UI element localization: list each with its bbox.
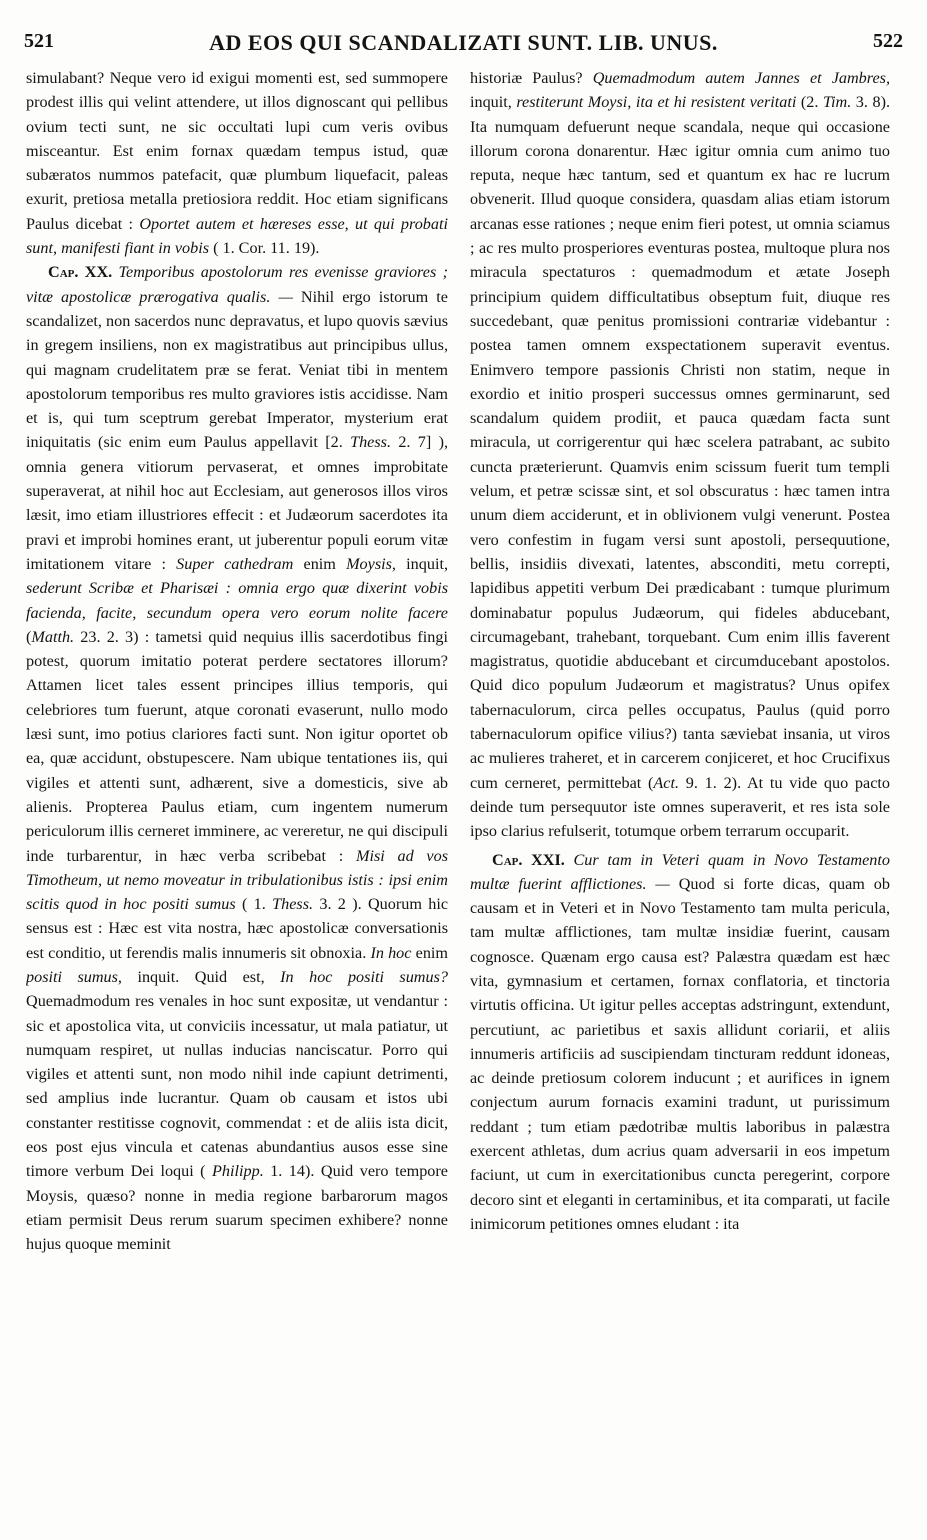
chapter-label: Cap. XX.	[48, 263, 113, 282]
text-run: historiæ Paulus?	[470, 69, 593, 87]
text-run: Quemadmodum res venales in hoc sunt expositæ, ut vendantur : sic et apostolica vita, ut conviciis incessatur, ut mala patiatur, ut numquam respiret, ut nullas inducias nanciscatur. Porro qui vigiles et attenti sunt, non modo nihil inde capiunt detrimenti, sed amplius inde lucrantur. Quam ob causam et istos ubi constanter restitisse cognovit, commendat : et de aliis ista dicit, eos post ejus vincula et catenas abundantius ausos esse sine timore verbum Dei loqui (	[26, 992, 448, 1181]
text-run: Quod si forte dicas, quam ob causam et in Veteri et in Novo Testamento tam multa pericula, tam multæ afflictiones, tam multæ insidiæ fuerint, causam cognosce. Quænam ergo causa est? Palæstra quædam est hæc vita, gymnasium et certamen, fornax conflatoria, et tinctoria virtutis officina. Ut igitur pelles acceptas adstringunt, extendunt, percutiunt, ac parietibus et saxis allidunt coriarii, et aliis innumeris artificiis ad suscipiendam tincturam reddunt idoneas, ac deinde pretiosum colorem inducunt ; et aurifices in ignem conjectum aurum fornacis examini tradunt, ut purissimum reddant ; tum etiam pædotribæ multis laboribus in palæstra exercent athletas, dum acrius quam adversarii in eos impetum faciunt, ut cum in exercitationibus cuncta peregerint, corpore decoro sint et eleganti in certaminibus, et ita comparati, ut facile inimicorum petitiones omnes eludant : ita	[470, 874, 890, 1233]
text-run: 1. 14). Quid vero tempore Moysis, quæso? nonne in media regione barbarorum magos etiam permisit Deus rerum suarum specimen exhibere? nonne hujus quoque meminit	[26, 1162, 448, 1254]
paragraph-continued	[26, 66, 448, 260]
left-column	[26, 66, 448, 1516]
text-run: inquit. Quid est,	[121, 967, 281, 986]
reference: Thess.	[350, 433, 392, 452]
reference: Matth.	[31, 627, 75, 646]
reference: Tim.	[822, 93, 852, 112]
text-run: inquit,	[470, 93, 517, 112]
reference: Thess.	[272, 895, 314, 914]
text-run: enim	[411, 943, 448, 962]
text-run: enim	[293, 554, 347, 573]
chapter-label: Cap. XXI.	[492, 850, 565, 869]
text-run: Nihil ergo istorum te scandalizet, non sacerdos nunc depravatus, et lupo quovis sævius in gregem insiliens, non ex magistratibus aut principibus ullus, qui magnam crudelitatem præ se ferat. Veniat tibi in mentem apostolorum temporibus res multo graviores istis accidisse. Nam et is, qui tum sceptrum gerebat Imperator, mysterium erat iniquitatis (sic enim eum Paulus appellavit [2.	[26, 287, 448, 452]
running-title: AD EOS QUI SCANDALIZATI SUNT. LIB. UNUS.	[209, 30, 718, 55]
quotation: positi sumus,	[26, 967, 122, 986]
running-header	[24, 30, 903, 60]
quotation: restiterunt Moysi, ita et hi resistent veritati	[516, 93, 797, 112]
text-run: inquit,	[395, 554, 448, 573]
quotation: Moysis,	[346, 554, 396, 573]
quotation: Super cathedram	[176, 554, 294, 573]
paragraph-continued	[470, 66, 890, 844]
quotation: Oportet autem et hæreses esse, ut qui probati sunt, manifesti fiant in vobis	[26, 214, 448, 258]
chapter-20	[26, 260, 448, 1256]
chapter-title: Cur tam in Veteri quam in Novo Testamento multæ fuerint afflictiones. —	[470, 850, 890, 893]
text-run: (2.	[796, 93, 823, 112]
page-number-left: 521	[24, 30, 54, 52]
quotation: sederunt Scribæ et Pharisæi : omnia ergo quæ dixerint vobis facienda, facite, secundum opera vero eorum nolite facere	[26, 579, 448, 622]
text-run: 9. 1. 2). At tu vide quo pacto deinde tum persequutor iste omnes superaverit, et res ista sole ipso clarius refulserit, totumque orbem terrarum occuparit.	[470, 773, 890, 841]
quotation: Quemadmodum autem Jannes et Jambres,	[592, 69, 890, 87]
text-run: 3. 8). Ita numquam defuerunt neque scandala, neque qui occasione illorum corona donarentur. Hæc igitur omnia cum animo tuo reputa, neque hæc tantum, sed et quantum ex hac re lucrum obvenerit. Illud quoque considera, quasdam alias etiam istorum arcanas esse rationes ; neque enim fieri potest, ut omnia sciamus ; ac res multo prosperiores eventuras postea, multoque plura nos miracula spectaturos : quemadmodum et ætate Joseph principium quidem difficultatibus obseptum fuit, diuque res succedebant, quæ penitus promissioni contrariæ videbantur : postea tamen omnem exspectationem superavit eventus. Enimvero tempore passionis Christi non statim, neque in exordio et initio prosperi successus omnes germinarunt, sed scandalum quidem prodiit, et pauca quædam facta sunt miracula, ut corrigerentur qui hæc scelera patrabant, ac subito cuncta præterierunt. Quamvis enim scissum fuerit tum templi velum, et petræ scissæ sint, et sol obscuratus : hæc tamen intra unum diem acciderunt, et in oblivionem vulgi venerunt. Postea vero confestim in fugam versi sunt apostoli, persequutione, bellis, insidiis divexati, latentes, absconditi, metu correpti, lapidibus appetiti verbum Dei prædicabant : tumque plurimum dominabatur populus Judæorum, qui fideles abducebant, circumagebant, trahebant, torquebant. Cum enim illis faverent magistratus, quotidie abducebant et circumducebant apostolos. Quid dico populum Judæorum et magistratus? Unus opifex tabernaculorum, circa pelles occupatus, Paulus (quid porro tabernaculorum opifice vilius?) tanta sæviebat insania, ut viros ac mulieres traheret, et in carcerem conjiceret, et hoc Crucifixus cum cerneret, permittebat (	[470, 93, 890, 792]
text-run: simulabant? Neque vero id exigui momenti est, sed summopere prodest illis qui velint attendere, ut illos dignoscant qui pellibus ovium tecti sunt, ne sic occultati lupi cum veris ovibus misceantur. Est enim fornax quædam tempus istud, quæ subæratos nummos patefacit, quæ plumbum liquefacit, paleas exurit, pretiosa metalla pretiosiora reddit. Hoc etiam significans Paulus dicebat :	[26, 69, 448, 233]
quotation: In hoc positi sumus?	[280, 967, 448, 986]
quotation: In hoc	[370, 943, 412, 962]
reference: ( 1. Cor. 11. 19).	[209, 239, 320, 258]
reference: Act.	[653, 773, 680, 792]
text-run: (	[26, 627, 32, 646]
text-run: ( 1.	[235, 895, 273, 914]
quotation: Misi ad vos Timotheum, ut nemo moveatur in tribulationibus istis : ipsi enim scitis quod in hoc positi sumus	[26, 846, 448, 914]
text-run: 2. 7] ), omnia genera vitiorum pervaserat, et omnes improbitate superaverat, at nihil hoc aut Ecclesiam, aut generosos illos viros læsit, imo etiam illustriores effecit : et Judæorum sacerdotes ita pravi et improbi homines erant, ut juberentur populi eorum vitæ imitationem vitare :	[26, 433, 448, 573]
page-number-right: 522	[873, 30, 903, 52]
right-column	[470, 66, 890, 1516]
text-run: 23. 2. 3) : tametsi quid nequius illis sacerdotibus fingi potest, quorum imitatio poterat perdere sectatores illorum? Attamen licet tales essent principes illius temporis, qui celebriores tum fuerunt, atque coronati evaserunt, nullo modo læsi sunt, imo potius clariores facti sunt. Non igitur oportet ob ea, quæ accidunt, obstupescere. Nam ubique tentationes iis, qui vigiles et attenti sunt, adhærent, sive a domesticis, sive ab alienis. Propterea Paulus etiam, cum ingentem numerum periculorum illis cerneret imminere, ac vereretur, ne qui discipuli inde turbarentur, in hæc verba scribebat :	[26, 627, 448, 865]
text-run: 3. 2 ). Quorum hic sensus est : Hæc est vita nostra, hæc apostolicæ conversationis est conditio, ut ferendis malis innumeris sit obnoxia.	[26, 895, 448, 962]
chapter-title: Temporibus apostolorum res evenisse graviores ; vitæ apostolicæ prærogativa qualis. —	[26, 263, 448, 306]
reference: Philipp.	[212, 1162, 264, 1181]
chapter-21	[470, 848, 890, 1237]
